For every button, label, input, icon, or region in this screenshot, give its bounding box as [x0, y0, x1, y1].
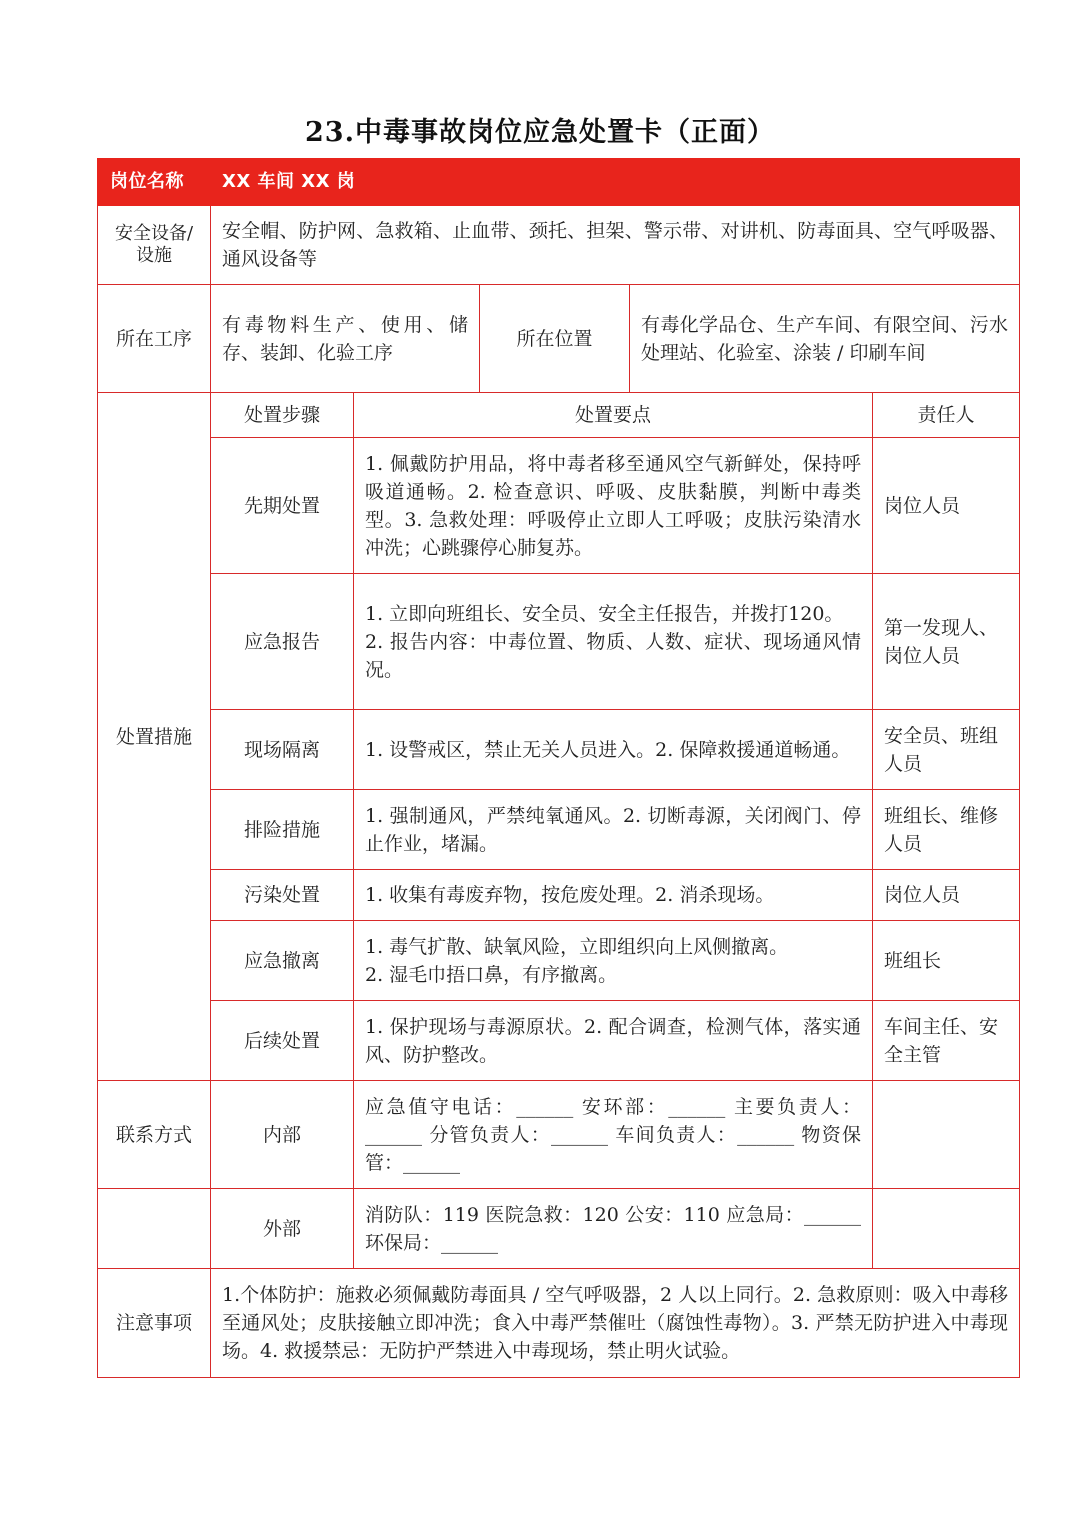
contact-label: 联系方式 — [98, 1081, 211, 1189]
header-row — [98, 159, 1020, 206]
table-row — [98, 790, 1020, 870]
col-person-header: 责任人 — [873, 393, 1020, 438]
location-label: 所在位置 — [480, 285, 630, 393]
person-cell: 班组长 — [873, 921, 1020, 1001]
step-cell: 现场隔离 — [211, 710, 354, 790]
equipment-value: 安全帽、防护网、急救箱、止血带、颈托、担架、警示带、对讲机、防毒面具、空气呼吸器、通风设备等 — [211, 206, 1020, 285]
points-cell: 1. 强制通风，严禁纯氧通风。2. 切断毒源，关闭阀门、停止作业，堵漏。 — [354, 790, 873, 870]
card-title: 23.中毒事故岗位应急处置卡（正面） — [305, 117, 775, 148]
equipment-label: 安全设备/设施 — [98, 206, 211, 285]
points-cell: 1. 收集有毒废弃物，按危废处理。2. 消杀现场。 — [354, 870, 873, 921]
points-cell — [354, 921, 873, 1001]
col-points-header: 处置要点 — [354, 393, 873, 438]
step-cell: 先期处置 — [211, 438, 354, 574]
points-cell: 1. 保护现场与毒源原状。2. 配合调查，检测气体，落实通风、防护整改。 — [354, 1001, 873, 1081]
external-label: 外部 — [211, 1189, 354, 1269]
notes-value: 1.个体防护：施救必须佩戴防毒面具 / 空气呼吸器，2 人以上同行。2. 急救原则：吸入中毒移至通风处；皮肤接触立即冲洗；食入中毒严禁催吐（腐蚀性毒物）。3. 严禁无防护进入中毒现场。4. 救援禁忌：无防护严禁进入中毒现场，禁止明火试验。 — [211, 1269, 1020, 1378]
person-cell: 岗位人员 — [873, 870, 1020, 921]
step-cell: 排险措施 — [211, 790, 354, 870]
person-cell: 岗位人员 — [873, 438, 1020, 574]
points-line: 1. 毒气扩散、缺氧风险，立即组织向上风侧撤离。 — [365, 935, 789, 958]
internal-label: 内部 — [211, 1081, 354, 1189]
points-cell: 1. 佩戴防护用品，将中毒者移至通风空气新鲜处，保持呼吸道通畅。2. 检查意识、呼吸、皮肤黏膜，判断中毒类型。3. 急救处理：呼吸停止立即人工呼吸；皮肤污染清水冲洗；心跳骤停心肺复苏。 — [354, 438, 873, 574]
step-cell: 污染处置 — [211, 870, 354, 921]
points-line: 2. 报告内容：中毒位置、物质、人数、症状、现场通风情况。 — [365, 630, 861, 681]
contact-internal-row — [98, 1081, 1020, 1189]
table-row — [98, 870, 1020, 921]
person-cell: 班组长、维修人员 — [873, 790, 1020, 870]
internal-blank-cell — [873, 1081, 1020, 1189]
contact-blank-cell — [98, 1189, 211, 1269]
table-row — [98, 1001, 1020, 1081]
internal-contacts: 应急值守电话：______ 安环部：______ 主要负责人：______ 分管负责人：______ 车间负责人：______ 物资保管：______ — [354, 1081, 873, 1189]
col-step-header: 处置步骤 — [211, 393, 354, 438]
table-row — [98, 574, 1020, 710]
emergency-card-table — [97, 158, 1020, 1378]
person-cell: 第一发现人、岗位人员 — [873, 574, 1020, 710]
notes-label: 注意事项 — [98, 1269, 211, 1378]
notes-row — [98, 1269, 1020, 1378]
table-row — [98, 710, 1020, 790]
post-name-label: 岗位名称 — [98, 159, 211, 206]
contact-external-row — [98, 1189, 1020, 1269]
measures-header-row — [98, 393, 1020, 438]
step-cell: 应急报告 — [211, 574, 354, 710]
step-cell: 后续处置 — [211, 1001, 354, 1081]
table-row — [98, 438, 1020, 574]
table-row — [98, 921, 1020, 1001]
post-name-value: XX 车间 XX 岗 — [211, 159, 1020, 206]
person-cell: 车间主任、安全主管 — [873, 1001, 1020, 1081]
process-label: 所在工序 — [98, 285, 211, 393]
process-row — [98, 285, 1020, 393]
process-value: 有毒物料生产、使用、储存、装卸、化验工序 — [211, 285, 480, 393]
step-cell: 应急撤离 — [211, 921, 354, 1001]
points-line: 2. 湿毛巾捂口鼻，有序撤离。 — [365, 963, 618, 986]
external-blank-cell — [873, 1189, 1020, 1269]
person-cell: 安全员、班组人员 — [873, 710, 1020, 790]
points-line: 1. 立即向班组长、安全员、安全主任报告，并拨打120。 — [365, 602, 844, 625]
measures-label: 处置措施 — [98, 393, 211, 1081]
equipment-row — [98, 206, 1020, 285]
points-cell — [354, 574, 873, 710]
location-value: 有毒化学品仓、生产车间、有限空间、污水处理站、化验室、涂装 / 印刷车间 — [630, 285, 1020, 393]
external-contacts: 消防队：119 医院急救：120 公安：110 应急局：______ 环保局：______ — [354, 1189, 873, 1269]
points-cell: 1. 设警戒区，禁止无关人员进入。2. 保障救援通道畅通。 — [354, 710, 873, 790]
